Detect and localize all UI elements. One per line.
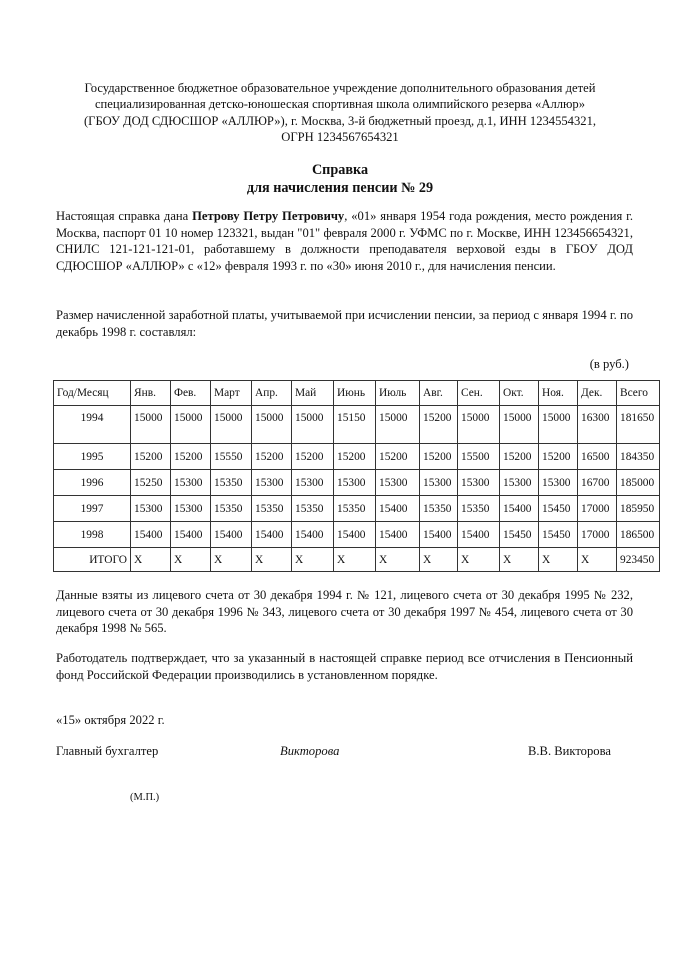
salary-cell: 15000 [131,406,171,444]
recipient-name: Петрову Петру Петровичу [192,209,345,223]
salary-cell: 16300 [578,406,617,444]
salary-cell: 15400 [131,522,171,548]
salary-cell: 15350 [420,496,458,522]
total-cell: X [500,548,539,572]
salary-cell: 15000 [500,406,539,444]
salary-cell: 15200 [500,444,539,470]
salary-cell: 15200 [131,444,171,470]
header-month: Фев. [171,381,211,406]
total-cell: X [539,548,578,572]
salary-cell: 15200 [171,444,211,470]
total-cell: X [252,548,292,572]
salary-cell: 15000 [211,406,252,444]
header-year-month: Год/Месяц [54,381,131,406]
total-cell: X [458,548,500,572]
grand-total-cell: 923450 [617,548,660,572]
year-total-cell: 184350 [617,444,660,470]
salary-cell: 15000 [539,406,578,444]
salary-cell: 15400 [376,522,420,548]
salary-cell: 15400 [458,522,500,548]
org-line: (ГБОУ ДОД СДЮСШОР «АЛЛЮР»), г. Москва, 3-й бюджетный проезд, д.1, ИНН 1234554321, [83,113,597,128]
salary-cell: 15550 [211,444,252,470]
salary-cell: 15400 [292,522,334,548]
salary-cell: 15300 [539,470,578,496]
org-line: специализированная детско-юношеская спортивная школа олимпийского резерва «Аллюр» [94,97,586,112]
salary-cell: 15450 [539,496,578,522]
salary-cell: 15000 [376,406,420,444]
salary-cell: 15300 [171,470,211,496]
salary-cell: 15000 [458,406,500,444]
salary-cell: 15450 [500,522,539,548]
year-total-cell: 186500 [617,522,660,548]
table-row [54,522,660,548]
salary-cell: 15400 [211,522,252,548]
intro-paragraph [56,208,633,274]
salary-table [53,380,660,572]
organization-header [40,80,640,145]
year-total-cell: 181650 [617,406,660,444]
header-month: Апр. [252,381,292,406]
title-line-1: Справка [311,162,369,178]
salary-cell: 15300 [500,470,539,496]
total-cell: X [334,548,376,572]
header-month: Май [292,381,334,406]
header-month: Ноя. [539,381,578,406]
table-row [54,444,660,470]
salary-cell: 15200 [376,444,420,470]
salary-cell: 15350 [252,496,292,522]
salary-cell: 15350 [458,496,500,522]
salary-cell: 15000 [252,406,292,444]
salary-cell: 15250 [131,470,171,496]
salary-cell: 15400 [500,496,539,522]
header-month: Июль [376,381,420,406]
salary-cell: 15300 [252,470,292,496]
header-month: Сен. [458,381,500,406]
title-line-2: для начисления пенсии № 29 [246,180,434,196]
year-total-cell: 185000 [617,470,660,496]
header-month: Окт. [500,381,539,406]
table-row [54,470,660,496]
source-paragraph: Данные взяты из лицевого счета от 30 декабря 1994 г. № 121, лицевого счета от 30 декабря 1995 № 232, лицевого счета от 30 декабря 1996 № 343, лицевого счета от 30 декабря 1997 № 454, лицевого счета от 30 декабря 1998 № 565. [56,588,633,635]
salary-cell: 15350 [292,496,334,522]
total-cell: X [211,548,252,572]
salary-cell: 17000 [578,522,617,548]
salary-cell: 15300 [171,496,211,522]
salary-cell: 15000 [292,406,334,444]
stamp-placeholder: (М.П.) [130,792,160,803]
salary-cell: 15200 [420,444,458,470]
table-header-row [54,381,660,406]
header-month: Март [211,381,252,406]
total-row [54,548,660,572]
header-month: Авг. [420,381,458,406]
issue-date: «15» октября 2022 г. [56,713,165,727]
year-cell: 1997 [54,496,131,522]
salary-cell: 15300 [376,470,420,496]
salary-cell: 15300 [420,470,458,496]
signer-name: В.В. Викторова [528,744,611,758]
salary-cell: 15400 [376,496,420,522]
currency-unit-label: (в руб.) [589,357,629,371]
total-cell: X [292,548,334,572]
total-cell: X [376,548,420,572]
salary-cell: 15400 [420,522,458,548]
header-month: Янв. [131,381,171,406]
year-cell: 1996 [54,470,131,496]
header-month: Дек. [578,381,617,406]
salary-cell: 15300 [334,470,376,496]
document-title [40,161,640,197]
header-total: Всего [617,381,660,406]
year-cell: 1995 [54,444,131,470]
intro-suffix: , «01» января 1954 года рождения, место рождения г. Москва, паспорт 01 10 номер 123321, выдан "01" февраля 2000 г. УФМС по г. Москве, ИНН 123456654321, СНИЛС 121-121-121-01, работавшему в должности преподавателя верховой езды в ГБОУ ДОД СДЮСШОР «АЛЛЮР» с «12» февраля 1993 г. по «30» июня 2010 г., для начисления пенсии. [56,209,633,273]
year-cell: 1998 [54,522,131,548]
salary-cell: 16700 [578,470,617,496]
period-paragraph: Размер начисленной заработной платы, учитываемой при исчислении пенсии, за период с января 1994 г. по декабрь 1998 г. составлял: [56,308,633,339]
salary-cell: 15350 [334,496,376,522]
salary-cell: 15200 [539,444,578,470]
salary-cell: 15350 [211,496,252,522]
salary-cell: 15000 [171,406,211,444]
salary-cell: 15200 [334,444,376,470]
total-label: ИТОГО [54,548,131,572]
signer-role: Главный бухгалтер [56,744,159,758]
total-cell: X [420,548,458,572]
header-month: Июнь [334,381,376,406]
salary-cell: 15450 [539,522,578,548]
total-cell: X [171,548,211,572]
org-line: ОГРН 1234567654321 [281,129,399,144]
salary-cell: 16500 [578,444,617,470]
salary-cell: 15400 [334,522,376,548]
table-row [54,406,660,444]
salary-cell: 15200 [292,444,334,470]
intro-prefix: Настоящая справка дана [56,209,193,223]
total-cell: X [578,548,617,572]
salary-cell: 15300 [458,470,500,496]
salary-cell: 15150 [334,406,376,444]
year-total-cell: 185950 [617,496,660,522]
confirmation-paragraph: Работодатель подтверждает, что за указанный в настоящей справке период все отчисления в Пенсионный фонд Российской Федерации производились в установленном порядке. [56,651,633,682]
org-line: Государственное бюджетное образовательное учреждение дополнительного образования детей [84,81,596,95]
year-cell: 1994 [54,406,131,444]
salary-cell: 15400 [252,522,292,548]
salary-cell: 15400 [171,522,211,548]
table-row [54,496,660,522]
total-cell: X [131,548,171,572]
signature: Викторова [280,744,340,758]
salary-cell: 15200 [420,406,458,444]
salary-cell: 15500 [458,444,500,470]
salary-cell: 15300 [292,470,334,496]
salary-cell: 15300 [131,496,171,522]
salary-cell: 17000 [578,496,617,522]
salary-cell: 15200 [252,444,292,470]
salary-cell: 15350 [211,470,252,496]
